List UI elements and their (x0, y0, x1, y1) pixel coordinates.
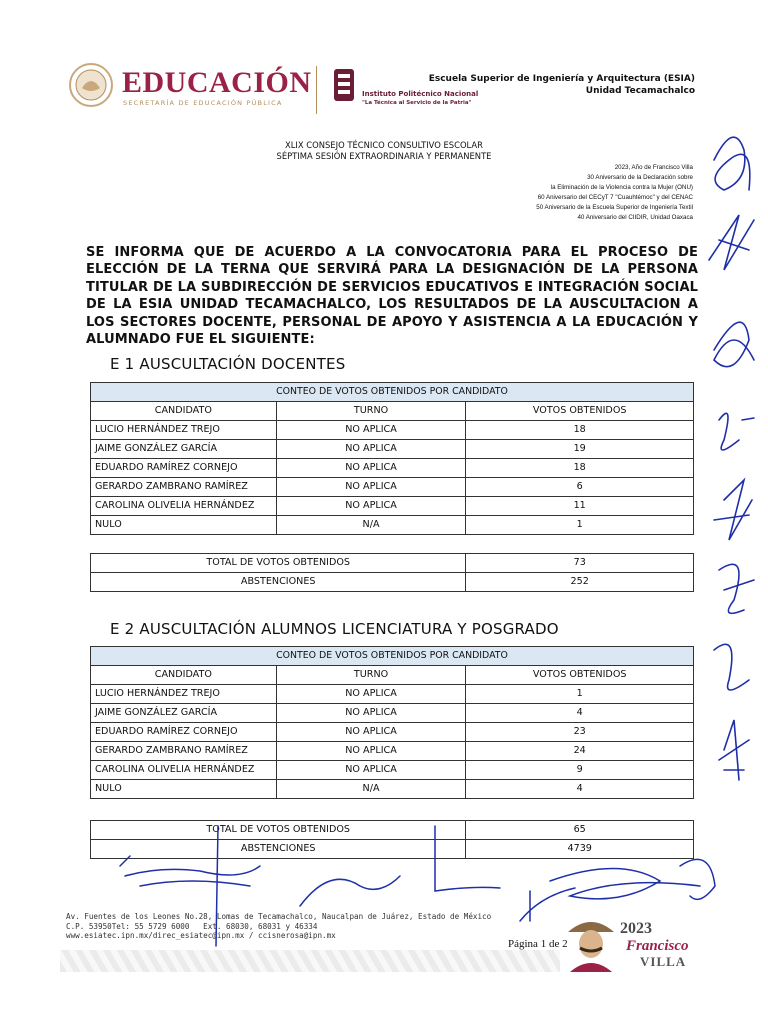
table-row (91, 516, 694, 535)
candidate-turn: NO APLICA (276, 478, 466, 497)
candidate-turn: NO APLICA (276, 761, 466, 780)
candidate-votes: 4 (466, 704, 694, 723)
section-title-students: E 2 AUSCULTACIÓN ALUMNOS LICENCIATURA Y POSGRADO (110, 620, 559, 638)
address-line: C.P. 53950Tel: 55 5729 6000 Ext. 68030, 68031 y 46334 (66, 921, 318, 931)
candidate-name: LUCIO HERNÁNDEZ TREJO (91, 685, 277, 704)
abstentions-label: ABSTENCIONES (91, 573, 466, 592)
candidate-votes: 19 (466, 440, 694, 459)
candidate-turn: NO APLICA (276, 742, 466, 761)
table-row (91, 704, 694, 723)
school-name: Escuela Superior de Ingeniería y Arquitectura (ESIA) (428, 74, 695, 84)
anniversary-line: 2023, Año de Francisco Villa (614, 164, 693, 171)
candidate-votes: 4 (466, 780, 694, 799)
mexico-shield-icon (66, 62, 116, 108)
candidate-turn: N/A (276, 516, 466, 535)
ipn-name: Instituto Politécnico Nacional (362, 90, 479, 98)
villa-last-name: VILLA (640, 954, 687, 969)
bottom-signatures-icon (100, 826, 720, 946)
candidate-name: NULO (91, 780, 277, 799)
candidate-votes: 1 (466, 685, 694, 704)
total-votes: 73 (466, 554, 694, 573)
abstentions-value: 4739 (466, 840, 694, 859)
page-number: Página 1 de 2 (508, 938, 568, 950)
candidate-name: LUCIO HERNÁNDEZ TREJO (91, 421, 277, 440)
candidate-name: GERARDO ZAMBRANO RAMÍREZ (91, 478, 277, 497)
council-line-2: SÉPTIMA SESIÓN EXTRAORDINARIA Y PERMANENTE (276, 151, 492, 161)
candidate-turn: NO APLICA (276, 459, 466, 478)
council-line-1: XLIX CONSEJO TÉCNICO CONSULTIVO ESCOLAR (285, 140, 483, 150)
col-candidate: CANDIDATO (91, 402, 277, 421)
candidate-turn: NO APLICA (276, 421, 466, 440)
anniversary-line: 30 Aniversario de la Declaración sobre (587, 174, 693, 181)
candidate-votes: 1 (466, 516, 694, 535)
margin-signatures-icon (694, 120, 764, 820)
total-row (91, 554, 694, 573)
candidate-votes: 18 (466, 459, 694, 478)
table-header: CONTEO DE VOTOS OBTENIDOS POR CANDIDATO (91, 383, 694, 402)
table-row (91, 742, 694, 761)
table-row (91, 723, 694, 742)
anniversary-line: 40 Aniversario del CIIDIR, Unidad Oaxaca (577, 214, 693, 221)
candidate-name: JAIME GONZÁLEZ GARCÍA (91, 704, 277, 723)
villa-year: 2023 (620, 920, 652, 937)
candidate-votes: 23 (466, 723, 694, 742)
candidate-name: GERARDO ZAMBRANO RAMÍREZ (91, 742, 277, 761)
votes-table-teachers (90, 382, 694, 535)
col-candidate: CANDIDATO (91, 666, 277, 685)
council-heading (0, 140, 768, 162)
anniversary-line: 50 Aniversario de la Escuela Superior de Ingeniería Textil (536, 204, 693, 211)
table-row (91, 761, 694, 780)
school-unit: Unidad Tecamachalco (585, 86, 695, 96)
anniversary-legends (536, 163, 693, 223)
candidate-name: JAIME GONZÁLEZ GARCÍA (91, 440, 277, 459)
anniversary-line: la Eliminación de la Violencia contra la Mujer (ONU) (550, 184, 693, 191)
total-votes: 65 (466, 821, 694, 840)
table-row (91, 440, 694, 459)
col-votes: VOTOS OBTENIDOS (466, 666, 694, 685)
agency-subtitle: SECRETARÍA DE EDUCACIÓN PÚBLICA (123, 99, 283, 107)
intro-paragraph: SE INFORMA QUE DE ACUERDO A LA CONVOCATORIA PARA EL PROCESO DE ELECCIÓN DE LA TERNA QUE SERVIRÁ PARA LA DESIGNACIÓN DE LA PERSONA TITULAR DE LA SUBDIRECCIÓN DE SERVICIOS EDUCATIVOS E INTEGRACIÓN SOCIAL DE LA ESIA UNIDAD TECAMACHALCO, LOS RESULTADOS DE LA AUSCULTACION A LOS SECTORES DOCENTE, PERSONAL DE APOYO Y ASISTENCIA A LA EDUCACIÓN Y ALUMNADO FUE EL SIGUIENTE: (86, 245, 698, 348)
candidate-name: CAROLINA OLIVELIA HERNÁNDEZ (91, 761, 277, 780)
agency-title: EDUCACIÓN (122, 66, 312, 99)
section-title-teachers: E 1 AUSCULTACIÓN DOCENTES (110, 355, 346, 373)
villa-first-name: Francisco (626, 938, 689, 954)
col-turn: TURNO (276, 666, 466, 685)
candidate-turn: NO APLICA (276, 704, 466, 723)
header-divider (316, 66, 317, 114)
candidate-turn: NO APLICA (276, 685, 466, 704)
candidate-turn: N/A (276, 780, 466, 799)
col-turn: TURNO (276, 402, 466, 421)
candidate-votes: 24 (466, 742, 694, 761)
totals-table-teachers (90, 553, 694, 592)
total-label: TOTAL DE VOTOS OBTENIDOS (91, 821, 466, 840)
ipn-motto: "La Técnica al Servicio de la Patria" (362, 100, 472, 106)
table-row (91, 459, 694, 478)
candidate-turn: NO APLICA (276, 440, 466, 459)
candidate-name: NULO (91, 516, 277, 535)
candidate-votes: 18 (466, 421, 694, 440)
candidate-votes: 11 (466, 497, 694, 516)
address-line: www.esiatec.ipn.mx/direc_esiatec@ipn.mx / ccisnerosa@ipn.mx (66, 931, 336, 941)
anniversary-line: 60 Aniversario del CECyT 7 "Cuauhtémoc" y del CENAC (537, 194, 693, 201)
table-header: CONTEO DE VOTOS OBTENIDOS POR CANDIDATO (91, 647, 694, 666)
table-row (91, 497, 694, 516)
candidate-name: EDUARDO RAMÍREZ CORNEJO (91, 723, 277, 742)
votes-table-students (90, 646, 694, 799)
candidate-name: CAROLINA OLIVELIA HERNÁNDEZ (91, 497, 277, 516)
ipn-logo-icon (333, 68, 355, 102)
total-label: TOTAL DE VOTOS OBTENIDOS (91, 554, 466, 573)
table-row (91, 421, 694, 440)
candidate-name: EDUARDO RAMÍREZ CORNEJO (91, 459, 277, 478)
abstentions-row (91, 573, 694, 592)
abstentions-label: ABSTENCIONES (91, 840, 466, 859)
candidate-votes: 6 (466, 478, 694, 497)
table-row (91, 685, 694, 704)
abstentions-value: 252 (466, 573, 694, 592)
candidate-votes: 9 (466, 761, 694, 780)
address-line: Av. Fuentes de los Leones No.28, Lomas de Tecamachalco, Naucalpan de Juárez, Estado de México (66, 912, 492, 921)
candidate-turn: NO APLICA (276, 723, 466, 742)
candidate-turn: NO APLICA (276, 497, 466, 516)
decorative-band (60, 950, 560, 972)
col-votes: VOTOS OBTENIDOS (466, 402, 694, 421)
table-row (91, 478, 694, 497)
table-row (91, 780, 694, 799)
